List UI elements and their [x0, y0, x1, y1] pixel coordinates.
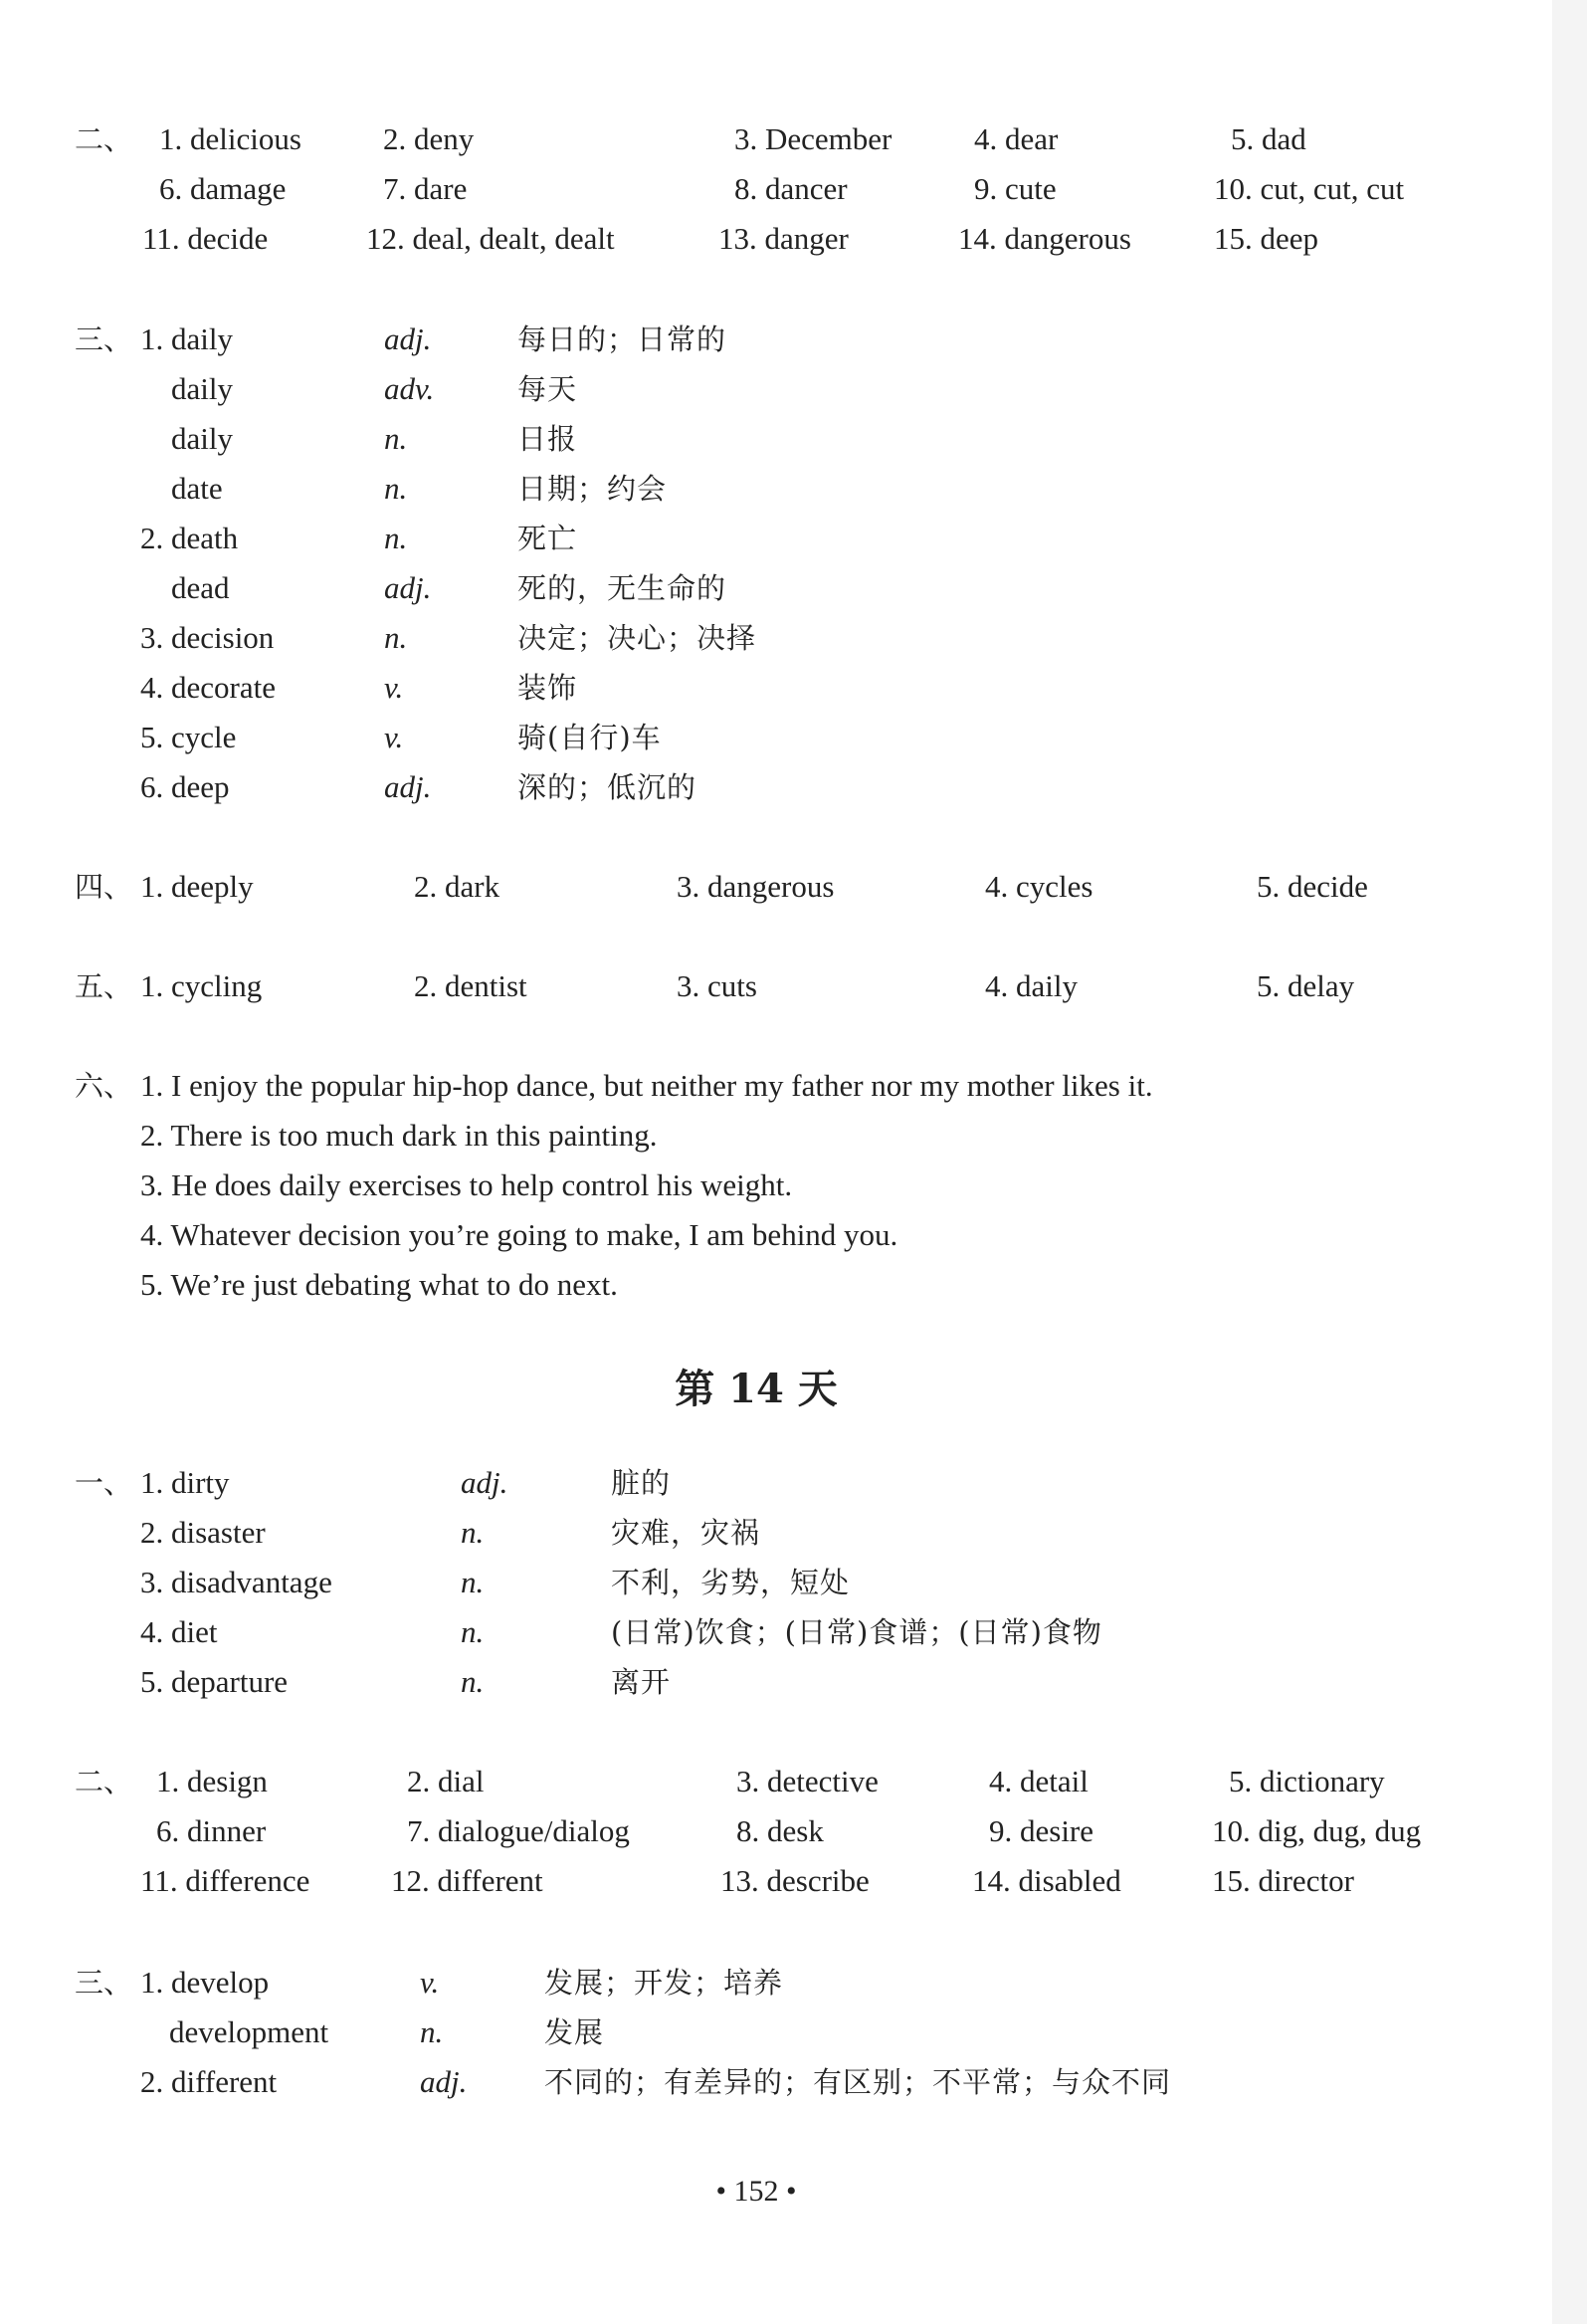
meaning: (日常)饮食；(日常)食谱；(日常)食物	[611, 1615, 1102, 1649]
table-row	[0, 1508, 1552, 1558]
table-row	[0, 164, 1552, 214]
answer-item: 2. deny	[383, 121, 475, 156]
part-of-speech: n.	[461, 1614, 485, 1649]
meaning: 发展；开发；培养	[544, 1966, 784, 2000]
answer-item: 11. decide	[142, 221, 269, 256]
answer-item: 3. December	[734, 121, 893, 156]
answer-item: 3. cuts	[677, 968, 757, 1003]
answer-item: 5. delay	[1257, 968, 1355, 1003]
table-row	[0, 713, 1552, 762]
word: development	[169, 2014, 329, 2049]
word: 4. diet	[140, 1614, 218, 1649]
answer-item: 4. dear	[974, 121, 1059, 156]
table-row	[0, 2007, 1552, 2057]
meaning: 脏的	[611, 1466, 672, 1500]
part-of-speech: n.	[461, 1515, 485, 1550]
word: 1. develop	[140, 1965, 270, 2000]
answer-item: 1. design	[156, 1764, 268, 1798]
answer-item: 9. cute	[974, 171, 1057, 206]
part-of-speech: adj.	[461, 1465, 508, 1500]
answer-item: 15. deep	[1214, 221, 1319, 256]
part-of-speech: v.	[384, 720, 404, 754]
word: 2. different	[140, 2064, 278, 2099]
section-marker: 三、	[75, 322, 133, 356]
meaning: 不利，劣势，短处	[611, 1566, 851, 1599]
sentence: 5. We’re just debating what to do next.	[140, 1267, 618, 1302]
answer-item: 4. detail	[989, 1764, 1089, 1798]
table-row	[0, 1607, 1552, 1657]
part-of-speech: n.	[384, 471, 408, 506]
day13-ex4	[0, 862, 1552, 912]
part-of-speech: n.	[384, 421, 408, 456]
answer-item: 6. dinner	[156, 1813, 267, 1848]
word: 6. deep	[140, 769, 230, 804]
part-of-speech: adj.	[384, 769, 432, 804]
table-row	[0, 364, 1552, 414]
answer-item: 14. disabled	[972, 1863, 1121, 1898]
section-marker: 三、	[75, 1966, 133, 2000]
word: 2. disaster	[140, 1515, 266, 1550]
part-of-speech: n.	[384, 620, 408, 655]
answer-item: 12. deal, dealt, dealt	[366, 221, 615, 256]
section-marker: 二、	[75, 1765, 133, 1798]
answer-item: 3. dangerous	[677, 869, 835, 904]
table-row	[0, 613, 1552, 663]
part-of-speech: adj.	[384, 570, 432, 605]
word: 3. disadvantage	[140, 1565, 332, 1599]
section-marker: 四、	[75, 870, 133, 904]
table-row	[0, 1757, 1552, 1806]
part-of-speech: n.	[461, 1664, 485, 1699]
word: 5. departure	[140, 1664, 289, 1699]
sentence: 1. I enjoy the popular hip-hop dance, but neither my father nor my mother likes it.	[140, 1068, 1153, 1103]
answer-item: 15. director	[1212, 1863, 1354, 1898]
section-marker: 一、	[75, 1466, 133, 1500]
meaning: 日报	[517, 422, 578, 456]
answer-item: 1. cycling	[140, 968, 263, 1003]
answer-item: 2. dark	[414, 869, 500, 904]
word: 1. dirty	[140, 1465, 230, 1500]
meaning: 每日的；日常的	[517, 322, 727, 356]
table-row	[0, 1806, 1552, 1856]
table-row	[0, 315, 1552, 364]
answer-item: 2. dentist	[414, 968, 527, 1003]
word: daily	[171, 371, 233, 406]
answer-item: 2. dial	[407, 1764, 485, 1798]
meaning: 深的；低沉的	[517, 770, 697, 804]
table-row	[0, 1958, 1552, 2007]
table-row	[0, 514, 1552, 563]
table-row	[0, 1458, 1552, 1508]
meaning: 骑(自行)车	[517, 721, 662, 754]
table-row	[0, 214, 1552, 264]
word: 2. death	[140, 521, 239, 555]
table-row	[0, 1558, 1552, 1607]
sentence: 2. There is too much dark in this painting.	[140, 1118, 658, 1153]
sentence: 3. He does daily exercises to help control his weight.	[140, 1167, 793, 1202]
table-row	[0, 663, 1552, 713]
answer-item: 5. dictionary	[1229, 1764, 1385, 1798]
part-of-speech: adj.	[420, 2064, 468, 2099]
meaning: 发展	[544, 2015, 605, 2049]
table-row	[0, 563, 1552, 613]
word: dead	[171, 570, 230, 605]
part-of-speech: n.	[420, 2014, 444, 2049]
section-marker: 六、	[75, 1069, 133, 1103]
word: 5. cycle	[140, 720, 237, 754]
day13-ex5	[0, 961, 1552, 1011]
word: 3. decision	[140, 620, 275, 655]
meaning: 每天	[517, 372, 578, 406]
part-of-speech: n.	[384, 521, 408, 555]
section-marker: 五、	[75, 969, 133, 1003]
answer-item: 8. desk	[736, 1813, 824, 1848]
answer-item: 13. danger	[718, 221, 849, 256]
meaning: 离开	[611, 1665, 672, 1699]
page-number: • 152 •	[715, 2175, 797, 2208]
answer-item: 12. different	[391, 1863, 543, 1898]
answer-item: 4. daily	[985, 968, 1078, 1003]
answer-item: 5. decide	[1257, 869, 1368, 904]
answer-item: 7. dialogue/dialog	[407, 1813, 630, 1848]
sentence: 4. Whatever decision you’re going to make, I am behind you.	[140, 1217, 898, 1252]
answer-item: 6. damage	[159, 171, 287, 206]
answer-item: 9. desire	[989, 1813, 1094, 1848]
meaning: 日期；约会	[517, 472, 668, 506]
answer-item: 5. dad	[1231, 121, 1306, 156]
meaning: 决定；决心；决择	[517, 621, 757, 655]
answer-item: 10. cut, cut, cut	[1214, 171, 1405, 206]
answer-item: 1. delicious	[159, 121, 301, 156]
table-row	[0, 114, 1552, 164]
word: date	[171, 471, 223, 506]
part-of-speech: v.	[420, 1965, 440, 2000]
answer-item: 14. dangerous	[958, 221, 1131, 256]
part-of-speech: n.	[461, 1565, 485, 1599]
meaning: 装饰	[517, 671, 578, 705]
answer-item: 1. deeply	[140, 869, 254, 904]
meaning: 死亡	[517, 522, 578, 555]
table-row	[0, 1856, 1552, 1906]
answer-item: 13. describe	[720, 1863, 870, 1898]
table-row	[0, 464, 1552, 514]
part-of-speech: adv.	[384, 371, 435, 406]
answer-item: 8. dancer	[734, 171, 848, 206]
part-of-speech: adj.	[384, 321, 432, 356]
table-row	[0, 1657, 1552, 1707]
answer-item: 7. dare	[383, 171, 468, 206]
section-marker: 二、	[75, 122, 133, 156]
answer-item: 3. detective	[736, 1764, 879, 1798]
part-of-speech: v.	[384, 670, 404, 705]
word: 4. decorate	[140, 670, 276, 705]
day-heading: 第 14 天	[675, 1366, 838, 1412]
meaning: 不同的；有差异的；有区别；不平常；与众不同	[544, 2065, 1172, 2099]
answer-item: 10. dig, dug, dug	[1212, 1813, 1422, 1848]
table-row	[0, 762, 1552, 812]
word: 1. daily	[140, 321, 233, 356]
meaning: 灾难，灾祸	[611, 1516, 761, 1550]
table-row	[0, 2057, 1552, 2107]
meaning: 死的，无生命的	[517, 571, 727, 605]
word: daily	[171, 421, 233, 456]
answer-item: 4. cycles	[985, 869, 1093, 904]
answer-item: 11. difference	[140, 1863, 310, 1898]
table-row	[0, 414, 1552, 464]
